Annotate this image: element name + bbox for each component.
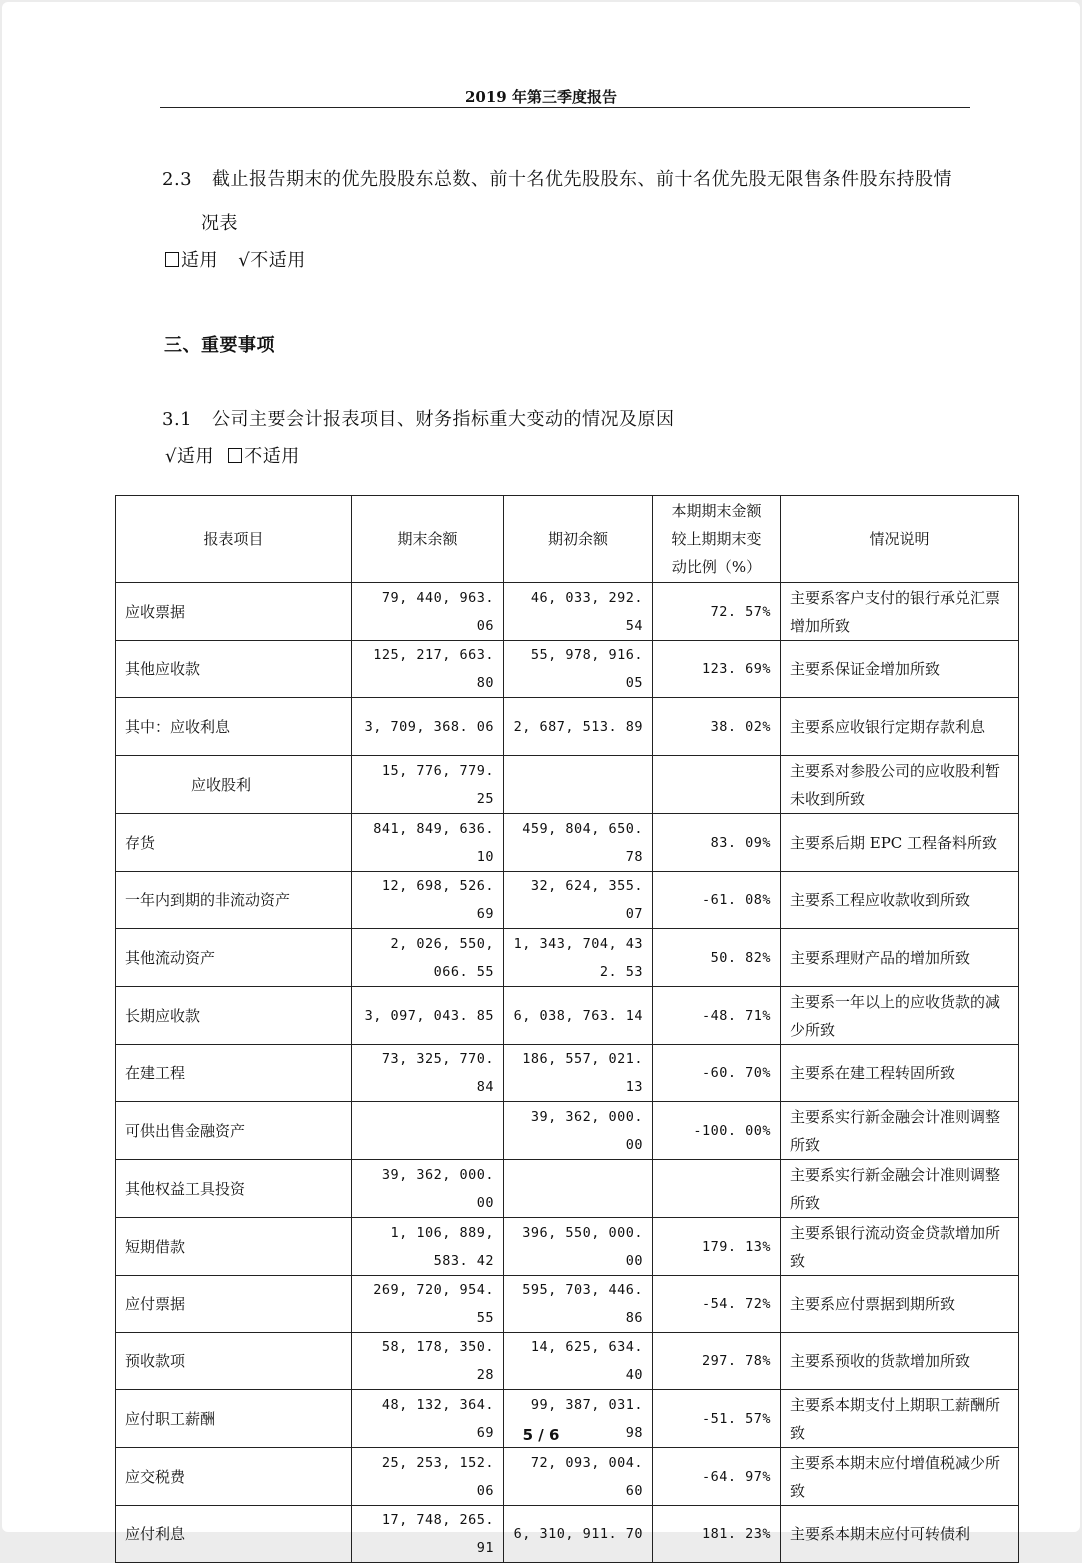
row-description: 主要系一年以上的应收货款的减少所致 — [781, 987, 1019, 1045]
row-item: 其中：应收利息 — [116, 698, 352, 756]
row-item: 应付职工薪酬 — [116, 1390, 352, 1448]
row-begin-balance: 6, 310, 911. 70 — [504, 1506, 653, 1563]
not-applicable-label: 不适用 — [244, 446, 300, 467]
table-row — [116, 1276, 1019, 1333]
row-end-balance: 48, 132, 364. 69 — [352, 1390, 504, 1448]
row-end-balance: 1, 106, 889, 583. 42 — [352, 1218, 504, 1276]
document-page — [2, 2, 1080, 1556]
not-applicable-label: √不适用 — [238, 250, 306, 271]
row-begin-balance: 595, 703, 446. 86 — [504, 1276, 653, 1333]
unchecked-box-icon — [165, 252, 179, 267]
row-change: 123. 69% — [653, 641, 781, 698]
section-2-3-title: 截止报告期末的优先股股东总数、前十名优先股股东、前十名优先股无限售条件股东持股情 — [212, 169, 952, 190]
row-change: -60. 70% — [653, 1045, 781, 1102]
header-change-ratio — [653, 496, 781, 583]
row-begin-balance: 39, 362, 000. 00 — [504, 1102, 653, 1160]
header-change-line-3: 动比例（%） — [671, 558, 762, 576]
row-change: 179. 13% — [653, 1218, 781, 1276]
table-row — [116, 1160, 1019, 1218]
table-row — [116, 1102, 1019, 1160]
row-description: 主要系对参股公司的应收股利暂未收到所致 — [781, 756, 1019, 814]
row-begin-balance: 46, 033, 292. 54 — [504, 583, 653, 641]
row-change — [653, 756, 781, 814]
row-end-balance: 3, 097, 043. 85 — [352, 987, 504, 1045]
header-change-line-2: 较上期期末变 — [671, 530, 762, 548]
row-description: 主要系后期 EPC 工程备料所致 — [781, 814, 1019, 872]
header-divider — [160, 107, 970, 108]
table-row — [116, 872, 1019, 929]
section-3-1-title: 公司主要会计报表项目、财务指标重大变动的情况及原因 — [212, 409, 675, 430]
row-item: 应付票据 — [116, 1276, 352, 1333]
row-item: 应收票据 — [116, 583, 352, 641]
section-2-3-title-continued: 况表 — [201, 213, 238, 234]
row-change: 38. 02% — [653, 698, 781, 756]
row-description: 主要系银行流动资金贷款增加所致 — [781, 1218, 1019, 1276]
unchecked-box-icon — [228, 448, 242, 463]
row-end-balance: 3, 709, 368. 06 — [352, 698, 504, 756]
section-2-3-options — [165, 246, 306, 272]
row-change: -48. 71% — [653, 987, 781, 1045]
header-begin-balance: 期初余额 — [504, 496, 653, 583]
row-end-balance: 73, 325, 770. 84 — [352, 1045, 504, 1102]
row-end-balance: 125, 217, 663. 80 — [352, 641, 504, 698]
table-row — [116, 814, 1019, 872]
row-change: 72. 57% — [653, 583, 781, 641]
table-header-row — [116, 496, 1019, 583]
row-item: 可供出售金融资产 — [116, 1102, 352, 1160]
row-item: 预收款项 — [116, 1333, 352, 1390]
row-begin-balance: 55, 978, 916. 05 — [504, 641, 653, 698]
row-change: 181. 23% — [653, 1506, 781, 1563]
row-item: 短期借款 — [116, 1218, 352, 1276]
row-description: 主要系本期支付上期职工薪酬所致 — [781, 1390, 1019, 1448]
row-end-balance: 39, 362, 000. 00 — [352, 1160, 504, 1218]
row-description: 主要系工程应收款收到所致 — [781, 872, 1019, 929]
row-description: 主要系客户支付的银行承兑汇票增加所致 — [781, 583, 1019, 641]
row-begin-balance — [504, 1160, 653, 1218]
row-item: 应收股利 — [116, 756, 352, 814]
row-begin-balance: 99, 387, 031. 98 — [504, 1390, 653, 1448]
table-row — [116, 929, 1019, 987]
row-change: -54. 72% — [653, 1276, 781, 1333]
row-change — [653, 1160, 781, 1218]
applicable-label: 适用 — [181, 250, 218, 271]
table-row — [116, 1506, 1019, 1563]
row-item: 存货 — [116, 814, 352, 872]
row-end-balance: 2, 026, 550, 066. 55 — [352, 929, 504, 987]
row-change: -51. 57% — [653, 1390, 781, 1448]
row-end-balance: 841, 849, 636. 10 — [352, 814, 504, 872]
row-description: 主要系保证金增加所致 — [781, 641, 1019, 698]
row-begin-balance: 1, 343, 704, 432. 53 — [504, 929, 653, 987]
table-row — [116, 583, 1019, 641]
table-row — [116, 1448, 1019, 1506]
row-description: 主要系实行新金融会计准则调整所致 — [781, 1102, 1019, 1160]
row-description: 主要系本期末应付可转债利 — [781, 1506, 1019, 1563]
section-3-1-number: 3.1 — [162, 409, 193, 430]
header-change-line-1: 本期期末金额 — [671, 502, 762, 520]
row-description: 主要系在建工程转固所致 — [781, 1045, 1019, 1102]
row-item: 应付利息 — [116, 1506, 352, 1563]
row-item: 一年内到期的非流动资产 — [116, 872, 352, 929]
section-3-1-heading — [162, 405, 675, 431]
table-row — [116, 987, 1019, 1045]
row-item: 应交税费 — [116, 1448, 352, 1506]
table-row — [116, 698, 1019, 756]
table-row — [116, 1333, 1019, 1390]
header-description: 情况说明 — [781, 496, 1019, 583]
header-end-balance: 期末余额 — [352, 496, 504, 583]
table-row — [116, 756, 1019, 814]
row-end-balance: 58, 178, 350. 28 — [352, 1333, 504, 1390]
row-description: 主要系应付票据到期所致 — [781, 1276, 1019, 1333]
row-change: -100. 00% — [653, 1102, 781, 1160]
page-header-title: 2019 年第三季度报告 — [465, 88, 617, 106]
financial-changes-table — [115, 495, 1019, 1563]
row-description: 主要系实行新金融会计准则调整所致 — [781, 1160, 1019, 1218]
row-begin-balance: 186, 557, 021. 13 — [504, 1045, 653, 1102]
row-change: -64. 97% — [653, 1448, 781, 1506]
row-begin-balance: 72, 093, 004. 60 — [504, 1448, 653, 1506]
row-end-balance: 79, 440, 963. 06 — [352, 583, 504, 641]
row-begin-balance: 6, 038, 763. 14 — [504, 987, 653, 1045]
applicable-checked-label: √适用 — [165, 446, 214, 467]
row-description: 主要系预收的货款增加所致 — [781, 1333, 1019, 1390]
row-item: 其他权益工具投资 — [116, 1160, 352, 1218]
row-item: 其他流动资产 — [116, 929, 352, 987]
row-end-balance: 25, 253, 152. 06 — [352, 1448, 504, 1506]
row-description: 主要系应收银行定期存款利息 — [781, 698, 1019, 756]
header-item: 报表项目 — [116, 496, 352, 583]
section-3-1-options — [165, 442, 300, 468]
row-end-balance: 17, 748, 265. 91 — [352, 1506, 504, 1563]
row-end-balance: 269, 720, 954. 55 — [352, 1276, 504, 1333]
row-item: 长期应收款 — [116, 987, 352, 1045]
row-description: 主要系理财产品的增加所致 — [781, 929, 1019, 987]
section-2-3-number: 2.3 — [162, 169, 193, 190]
table-row — [116, 1218, 1019, 1276]
row-begin-balance: 32, 624, 355. 07 — [504, 872, 653, 929]
row-item: 其他应收款 — [116, 641, 352, 698]
row-end-balance: 12, 698, 526. 69 — [352, 872, 504, 929]
row-begin-balance: 14, 625, 634. 40 — [504, 1333, 653, 1390]
row-begin-balance: 459, 804, 650. 78 — [504, 814, 653, 872]
row-change: 50. 82% — [653, 929, 781, 987]
row-change: 297. 78% — [653, 1333, 781, 1390]
table-row — [116, 1045, 1019, 1102]
row-end-balance: 15, 776, 779. 25 — [352, 756, 504, 814]
row-item: 在建工程 — [116, 1045, 352, 1102]
row-begin-balance: 2, 687, 513. 89 — [504, 698, 653, 756]
row-begin-balance — [504, 756, 653, 814]
table-row — [116, 641, 1019, 698]
row-description: 主要系本期末应付增值税减少所致 — [781, 1448, 1019, 1506]
row-change: 83. 09% — [653, 814, 781, 872]
row-end-balance — [352, 1102, 504, 1160]
row-begin-balance: 396, 550, 000. 00 — [504, 1218, 653, 1276]
row-change: -61. 08% — [653, 872, 781, 929]
section-3-title: 三、重要事项 — [164, 335, 275, 356]
section-2-3-heading — [162, 165, 952, 191]
page-number: 5 / 6 — [522, 1426, 560, 1444]
